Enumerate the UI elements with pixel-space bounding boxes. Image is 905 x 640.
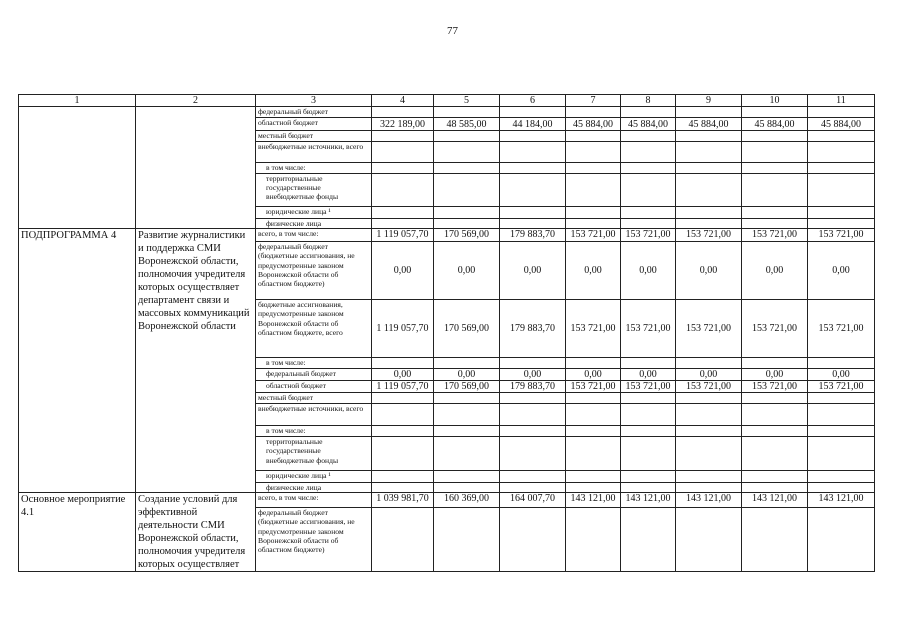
value-cell: 44 184,00 — [500, 118, 566, 131]
value-cell — [808, 483, 875, 493]
value-cell — [500, 508, 566, 572]
value-cell — [372, 131, 434, 142]
value-cell — [566, 219, 621, 229]
funding-source-label: в том числе: — [256, 163, 372, 174]
value-cell — [566, 404, 621, 426]
value-cell: 153 721,00 — [676, 300, 742, 358]
funding-source-label: внебюджетные источники, всего — [256, 404, 372, 426]
value-cell — [434, 483, 500, 493]
funding-source-label: всего, в том числе: — [256, 229, 372, 242]
funding-source-label: физические лица — [256, 483, 372, 493]
value-cell: 143 121,00 — [676, 493, 742, 508]
value-cell: 0,00 — [742, 242, 808, 300]
value-cell — [742, 393, 808, 404]
value-cell — [676, 471, 742, 483]
value-cell — [676, 131, 742, 142]
funding-source-label: внебюджетные источники, всего — [256, 142, 372, 163]
value-cell — [372, 404, 434, 426]
value-cell — [676, 426, 742, 437]
value-cell — [742, 142, 808, 163]
value-cell: 143 121,00 — [808, 493, 875, 508]
program-name-cell: Развитие журналистики и поддержка СМИ Воронежской области, полномочия учредителя которых осуществляет департамент связи и массовых коммуникаций Воронежской области — [136, 229, 256, 493]
funding-source-label: областной бюджет — [256, 118, 372, 131]
value-cell — [621, 142, 676, 163]
value-cell — [500, 174, 566, 207]
header-cell: 9 — [676, 95, 742, 107]
value-cell: 0,00 — [621, 369, 676, 381]
program-code-cell — [19, 107, 136, 229]
value-cell: 1 119 057,70 — [372, 300, 434, 358]
header-row — [19, 95, 875, 107]
header-cell: 4 — [372, 95, 434, 107]
value-cell — [742, 471, 808, 483]
value-cell — [500, 471, 566, 483]
value-cell — [566, 483, 621, 493]
value-cell — [372, 219, 434, 229]
value-cell — [676, 483, 742, 493]
value-cell — [500, 142, 566, 163]
header-cell: 7 — [566, 95, 621, 107]
header-cell: 10 — [742, 95, 808, 107]
value-cell: 0,00 — [500, 242, 566, 300]
header-cell: 3 — [256, 95, 372, 107]
value-cell — [372, 207, 434, 219]
funding-source-label: в том числе: — [256, 358, 372, 369]
value-cell: 170 569,00 — [434, 381, 500, 393]
value-cell: 153 721,00 — [742, 381, 808, 393]
funding-source-label: в том числе: — [256, 426, 372, 437]
value-cell — [621, 404, 676, 426]
value-cell — [742, 207, 808, 219]
value-cell — [566, 107, 621, 118]
value-cell — [808, 471, 875, 483]
value-cell — [500, 131, 566, 142]
value-cell — [621, 508, 676, 572]
header-cell: 8 — [621, 95, 676, 107]
value-cell — [621, 393, 676, 404]
value-cell — [372, 163, 434, 174]
value-cell — [742, 107, 808, 118]
funding-source-label: федеральный бюджет (бюджетные ассигнования, не предусмотренные законом Воронежской области об областном бюджете) — [256, 242, 372, 300]
value-cell: 0,00 — [372, 369, 434, 381]
value-cell — [676, 219, 742, 229]
value-cell — [500, 163, 566, 174]
funding-source-label: федеральный бюджет (бюджетные ассигнования, не предусмотренные законом Воронежской области об областном бюджете) — [256, 508, 372, 572]
value-cell: 153 721,00 — [621, 229, 676, 242]
value-cell: 143 121,00 — [742, 493, 808, 508]
value-cell — [808, 207, 875, 219]
value-cell — [742, 358, 808, 369]
value-cell — [621, 426, 676, 437]
funding-source-label: всего, в том числе: — [256, 493, 372, 508]
value-cell: 153 721,00 — [621, 300, 676, 358]
value-cell — [372, 508, 434, 572]
budget-table — [18, 94, 875, 572]
value-cell — [566, 207, 621, 219]
value-cell — [621, 131, 676, 142]
value-cell: 179 883,70 — [500, 229, 566, 242]
value-cell — [621, 219, 676, 229]
funding-source-label: местный бюджет — [256, 393, 372, 404]
value-cell — [808, 163, 875, 174]
value-cell: 0,00 — [500, 369, 566, 381]
value-cell: 45 884,00 — [566, 118, 621, 131]
value-cell: 0,00 — [566, 242, 621, 300]
value-cell — [434, 219, 500, 229]
value-cell — [372, 107, 434, 118]
header-cell: 6 — [500, 95, 566, 107]
header-cell: 2 — [136, 95, 256, 107]
value-cell: 170 569,00 — [434, 229, 500, 242]
value-cell — [500, 437, 566, 471]
value-cell — [676, 437, 742, 471]
value-cell: 153 721,00 — [808, 229, 875, 242]
value-cell — [566, 508, 621, 572]
value-cell — [372, 426, 434, 437]
value-cell — [566, 358, 621, 369]
value-cell — [676, 508, 742, 572]
value-cell: 143 121,00 — [621, 493, 676, 508]
value-cell — [434, 207, 500, 219]
value-cell — [372, 174, 434, 207]
funding-source-label: юридические лица ¹ — [256, 207, 372, 219]
header-cell: 1 — [19, 95, 136, 107]
program-name-cell: Создание условий для эффективной деятельности СМИ Воронежской области, полномочия учредителя которых осуществляет — [136, 493, 256, 572]
funding-source-label: местный бюджет — [256, 131, 372, 142]
value-cell — [434, 437, 500, 471]
value-cell — [676, 207, 742, 219]
value-cell — [621, 483, 676, 493]
value-cell: 179 883,70 — [500, 381, 566, 393]
value-cell — [742, 163, 808, 174]
value-cell — [434, 107, 500, 118]
value-cell — [742, 131, 808, 142]
value-cell — [742, 508, 808, 572]
value-cell — [621, 107, 676, 118]
table-row — [19, 107, 875, 118]
value-cell: 45 884,00 — [808, 118, 875, 131]
value-cell: 0,00 — [434, 369, 500, 381]
value-cell — [808, 174, 875, 207]
value-cell — [434, 142, 500, 163]
value-cell: 143 121,00 — [566, 493, 621, 508]
page-number: 77 — [447, 25, 458, 37]
value-cell — [742, 404, 808, 426]
value-cell: 160 369,00 — [434, 493, 500, 508]
value-cell — [372, 471, 434, 483]
value-cell: 45 884,00 — [742, 118, 808, 131]
value-cell — [566, 426, 621, 437]
value-cell: 153 721,00 — [566, 381, 621, 393]
value-cell: 322 189,00 — [372, 118, 434, 131]
value-cell — [566, 393, 621, 404]
funding-source-label: физические лица — [256, 219, 372, 229]
value-cell — [434, 163, 500, 174]
funding-source-label: федеральный бюджет — [256, 369, 372, 381]
value-cell — [566, 142, 621, 163]
value-cell — [500, 219, 566, 229]
value-cell — [742, 426, 808, 437]
value-cell — [500, 426, 566, 437]
value-cell — [372, 483, 434, 493]
value-cell — [621, 358, 676, 369]
value-cell — [372, 437, 434, 471]
value-cell — [500, 358, 566, 369]
value-cell — [434, 471, 500, 483]
value-cell — [808, 131, 875, 142]
value-cell: 0,00 — [808, 242, 875, 300]
funding-source-label: бюджетные ассигнования, предусмотренные законом Воронежской области об областном бюджете, всего — [256, 300, 372, 358]
value-cell — [566, 174, 621, 207]
value-cell: 0,00 — [434, 242, 500, 300]
value-cell — [500, 107, 566, 118]
value-cell: 153 721,00 — [742, 300, 808, 358]
value-cell: 153 721,00 — [621, 381, 676, 393]
value-cell — [808, 219, 875, 229]
value-cell — [676, 393, 742, 404]
value-cell — [434, 393, 500, 404]
header-cell: 11 — [808, 95, 875, 107]
value-cell — [742, 219, 808, 229]
funding-source-label: территориальные государственные внебюджетные фонды — [256, 437, 372, 471]
program-name-cell — [136, 107, 256, 229]
table-row — [19, 229, 875, 242]
value-cell: 0,00 — [566, 369, 621, 381]
value-cell — [621, 174, 676, 207]
value-cell: 170 569,00 — [434, 300, 500, 358]
value-cell — [676, 358, 742, 369]
value-cell — [808, 426, 875, 437]
value-cell — [808, 393, 875, 404]
value-cell: 153 721,00 — [808, 381, 875, 393]
value-cell — [434, 404, 500, 426]
value-cell — [621, 471, 676, 483]
value-cell — [676, 163, 742, 174]
funding-source-label: федеральный бюджет — [256, 107, 372, 118]
value-cell — [500, 404, 566, 426]
funding-source-label: территориальные государственные внебюджетные фонды — [256, 174, 372, 207]
value-cell: 0,00 — [742, 369, 808, 381]
value-cell — [434, 358, 500, 369]
funding-source-label: областной бюджет — [256, 381, 372, 393]
value-cell — [372, 393, 434, 404]
value-cell — [808, 437, 875, 471]
value-cell — [434, 426, 500, 437]
value-cell: 0,00 — [621, 242, 676, 300]
value-cell: 0,00 — [676, 242, 742, 300]
value-cell — [742, 174, 808, 207]
value-cell: 1 119 057,70 — [372, 381, 434, 393]
value-cell — [372, 142, 434, 163]
value-cell — [372, 358, 434, 369]
value-cell: 45 884,00 — [621, 118, 676, 131]
value-cell — [500, 483, 566, 493]
value-cell — [621, 163, 676, 174]
value-cell — [808, 142, 875, 163]
value-cell: 179 883,70 — [500, 300, 566, 358]
value-cell — [500, 393, 566, 404]
table-row — [19, 493, 875, 508]
value-cell — [676, 174, 742, 207]
value-cell: 45 884,00 — [676, 118, 742, 131]
value-cell — [434, 508, 500, 572]
value-cell: 0,00 — [372, 242, 434, 300]
funding-source-label: юридические лица ¹ — [256, 471, 372, 483]
value-cell — [500, 207, 566, 219]
value-cell — [566, 437, 621, 471]
value-cell: 1 039 981,70 — [372, 493, 434, 508]
value-cell — [808, 107, 875, 118]
value-cell — [808, 404, 875, 426]
value-cell — [566, 131, 621, 142]
value-cell: 0,00 — [808, 369, 875, 381]
value-cell — [676, 404, 742, 426]
value-cell — [742, 483, 808, 493]
value-cell — [808, 508, 875, 572]
value-cell — [808, 358, 875, 369]
value-cell — [566, 471, 621, 483]
value-cell: 153 721,00 — [676, 381, 742, 393]
header-cell: 5 — [434, 95, 500, 107]
program-code-cell: Основное мероприятие 4.1 — [19, 493, 136, 572]
program-code-cell: ПОДПРОГРАММА 4 — [19, 229, 136, 493]
value-cell: 153 721,00 — [566, 300, 621, 358]
value-cell: 48 585,00 — [434, 118, 500, 131]
value-cell — [676, 107, 742, 118]
value-cell: 0,00 — [676, 369, 742, 381]
value-cell: 153 721,00 — [676, 229, 742, 242]
value-cell: 153 721,00 — [742, 229, 808, 242]
value-cell: 164 007,70 — [500, 493, 566, 508]
value-cell — [434, 131, 500, 142]
value-cell: 153 721,00 — [808, 300, 875, 358]
value-cell — [621, 437, 676, 471]
value-cell: 153 721,00 — [566, 229, 621, 242]
value-cell — [566, 163, 621, 174]
value-cell — [621, 207, 676, 219]
value-cell — [434, 174, 500, 207]
value-cell: 1 119 057,70 — [372, 229, 434, 242]
value-cell — [676, 142, 742, 163]
value-cell — [742, 437, 808, 471]
